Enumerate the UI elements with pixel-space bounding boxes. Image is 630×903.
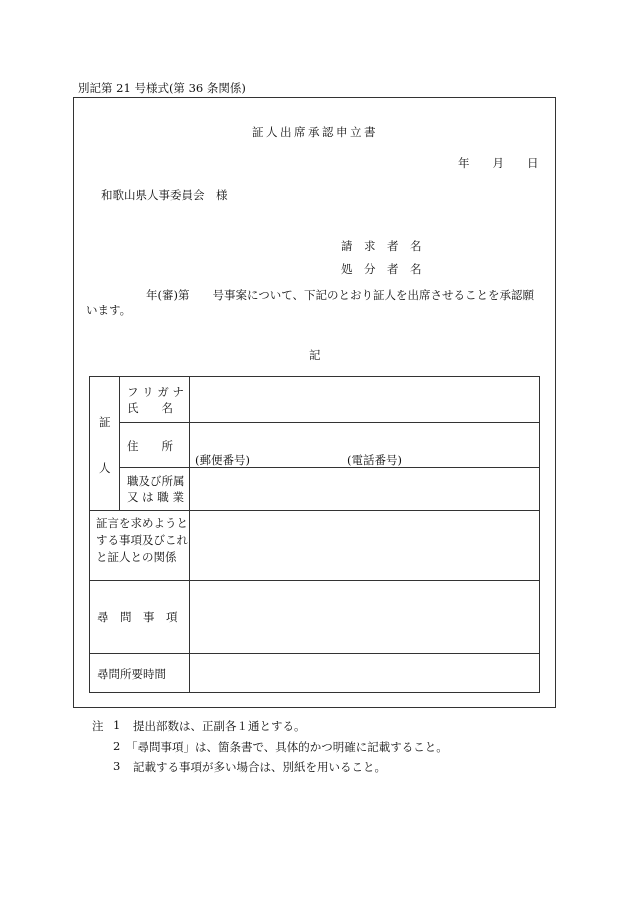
occupation-label-line-2: 又 は 職 業 [127,490,184,504]
form-reference: 別記第 21 号様式(第 36 条関係) [78,81,246,95]
witness-table [89,376,540,693]
note-2-number: 2 [113,739,121,753]
note-1-number: 1 [113,718,121,732]
ki-heading: 記 [309,348,321,362]
addressee: 和歌山県人事委員会 様 [101,188,228,202]
questioning-time-label: 尋問所要時間 [97,667,166,681]
note-3-number: 3 [113,759,121,773]
note-1-text: 提出部数は、正副各１通とする。 [133,719,306,733]
witness-label-bottom: 人 [99,461,111,475]
note-3-text: 記載する事項が多い場合は、別紙を用いること。 [133,760,386,774]
disposer-label: 処 分 者 名 [341,262,422,276]
date-line: 年 月 日 [458,156,539,170]
name-label: 氏 名 [127,401,173,415]
postal-code-label: (郵便番号) [195,453,250,467]
requester-label: 請 求 者 名 [341,239,422,253]
phone-number-label: (電話番号) [347,453,402,467]
furigana-label: フ リ ガ ナ [127,385,184,399]
testimony-subject-label: 証言を求めようとする事項及びこれと証人との関係 [96,516,188,564]
note-2-text: 「尋問事項」は、箇条書で、具体的かつ明確に記載すること。 [126,740,448,754]
address-label: 住 所 [127,439,173,453]
request-body-line-1: 年(審)第 号事案について、下記のとおり証人を出席させることを承認願 [146,288,535,302]
occupation-label-line-1: 職及び所属 [127,474,185,488]
request-body-line-2: います。 [86,303,132,317]
form-title: 証人出席承認申立書 [252,125,378,139]
questions-label: 尋 問 事 項 [97,610,178,624]
notes-prefix: 注 [92,719,104,733]
witness-label-top: 証 [99,415,111,429]
